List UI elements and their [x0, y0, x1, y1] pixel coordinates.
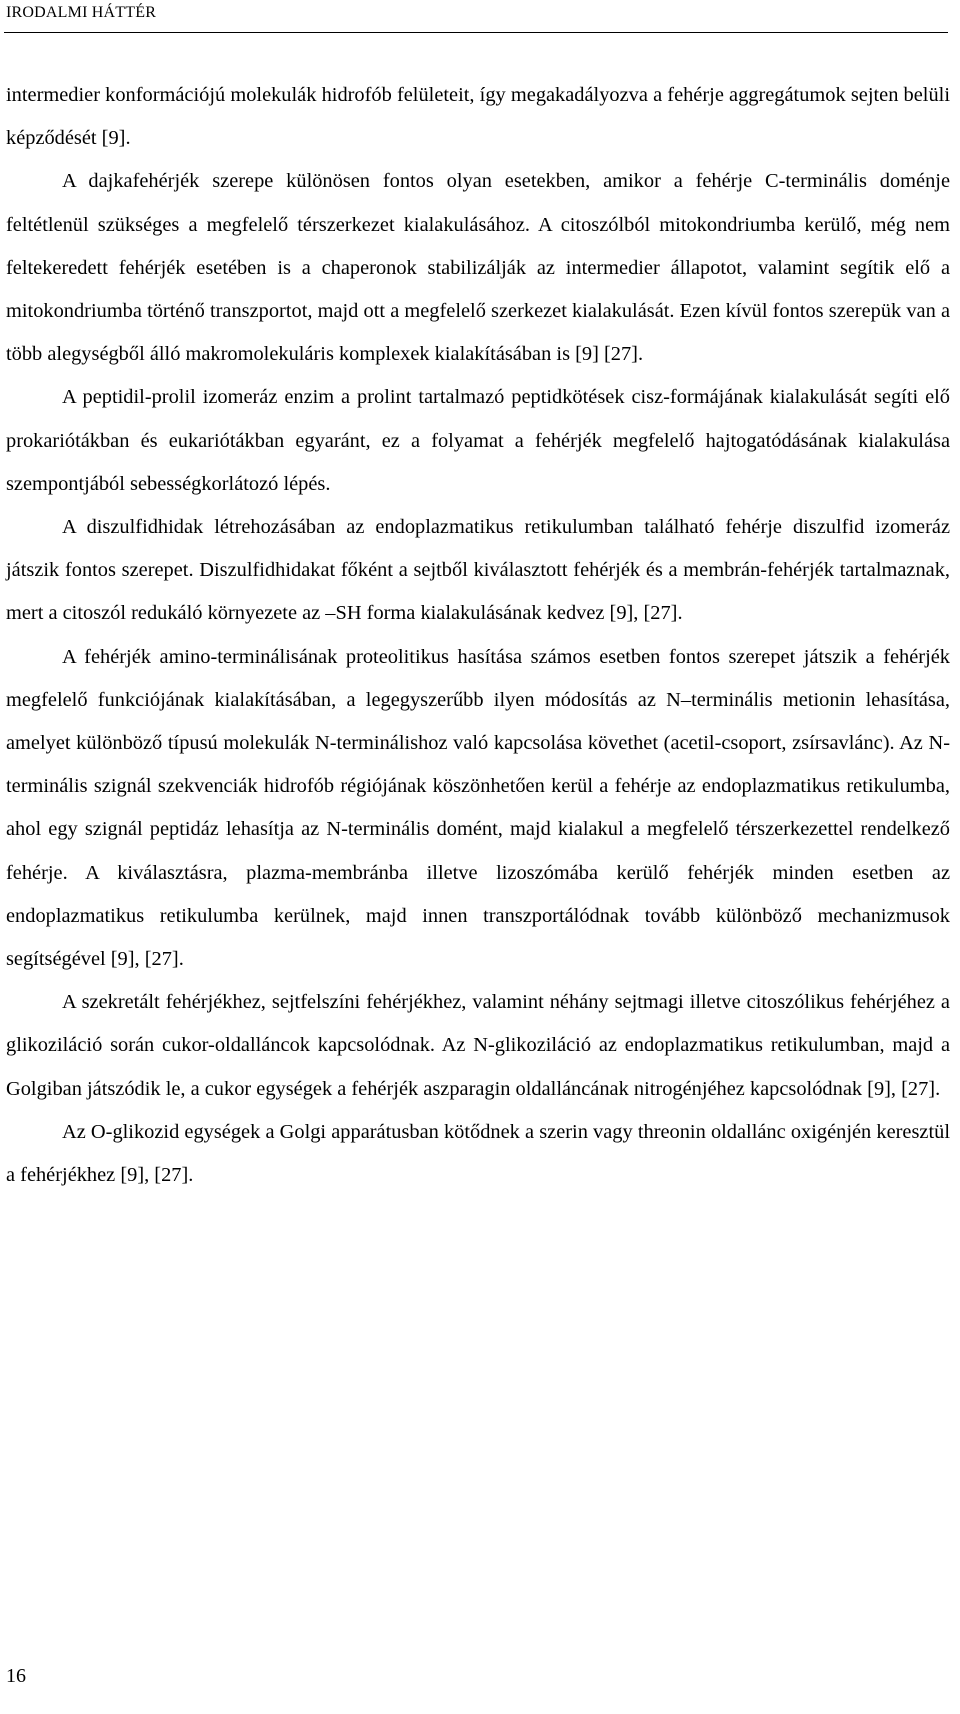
paragraph-continuation: intermedier konformációjú molekulák hidrofób felületeit, így megakadályozva a fehérje aggregátumok sejten belüli képződését [9]. — [6, 84, 950, 150]
paragraph-n-glycosylation: A szekretált fehérjékhez, sejtfelszíni fehérjékhez, valamint néhány sejtmagi illetve citoszólikus fehérjéhez a glikoziláció során cukor-oldalláncok kapcsolódnak. Az N-glikoziláció az endoplazmatikus retikulumban, majd a Golgiban játszódik le, a cukor egységek a fehérjék aszparagin oldalláncának nitrogénjéhez kapcsolódnak [9], [27]. — [6, 991, 950, 1100]
running-header: IRODALMI HÁTTÉR — [6, 4, 157, 21]
header-rule — [4, 32, 948, 33]
paragraph-o-glycosylation: Az O-glikozid egységek a Golgi apparátusban kötődnek a szerin vagy threonin oldallánc oxigénjén keresztül a fehérjékhez [9], [27]. — [6, 1120, 950, 1187]
paragraph-chaperones: A dajkafehérjék szerepe különösen fontos olyan esetekben, amikor a fehérje C-terminális doménje feltétlenül szükséges a megfelelő térszerkezet kialakulásához. A citoszólból mitokondriumba kerülő, még nem feltekeredett fehérjék esetében is a chaperonok stabilizálják az intermedier állapotot, valamint segítik elő a mitokondriumba történő transzportot, majd ott a megfelelő szerkezet kialakulását. Ezen kívül fontos szerepük van a több alegységből álló makromolekuláris komplexek kialakításában is [9] [27]. — [6, 170, 950, 366]
page-number: 16 — [6, 1665, 26, 1687]
paragraph-proteolysis: A fehérjék amino-terminálisának proteolitikus hasítása számos esetben fontos szerepet játszik a fehérjék megfelelő funkciójának kialakításában, a legegyszerűbb ilyen módosítás az N–terminális metionin lehasítása, amelyet különböző típusú molekulák N-terminálishoz való kapcsolása követhet (acetil-csoport, zsírsavlánc). Az N-terminális szignál szekvenciák hidrofób régiójának köszönhetően kerül a fehérje az endoplazmatikus retikulumba, ahol egy szignál peptidáz lehasítja az N-terminális domént, majd kialakul a megfelelő térszerkezettel rendelkező fehérje. A kiválasztásra, plazma-membránba illetve lizoszómába kerülő fehérjék minden esetben az endoplazmatikus retikulumba kerülnek, majd innen transzportálódnak tovább különböző mechanizmusok segítségével [9], [27]. — [6, 645, 950, 971]
paragraph-disulfide: A diszulfidhidak létrehozásában az endoplazmatikus retikulumban található fehérje diszulfid izomeráz játszik fontos szerepet. Diszulfidhidakat főként a sejtből kiválasztott fehérjék és a membrán-fehérjék tartalmaznak, mert a citoszól redukáló környezete az –SH forma kialakulásának kedvez [9], [27]. — [6, 516, 950, 625]
paragraph-isomerase: A peptidil-prolil izomeráz enzim a prolint tartalmazó peptidkötések cisz-formájának kialakulását segíti elő prokariótákban és eukariótákban egyaránt, ez a folyamat a fehérjék megfelelő hajtogatódásának kialakulása szempontjából sebességkorlátozó lépés. — [6, 386, 950, 495]
body-text — [6, 74, 950, 1197]
